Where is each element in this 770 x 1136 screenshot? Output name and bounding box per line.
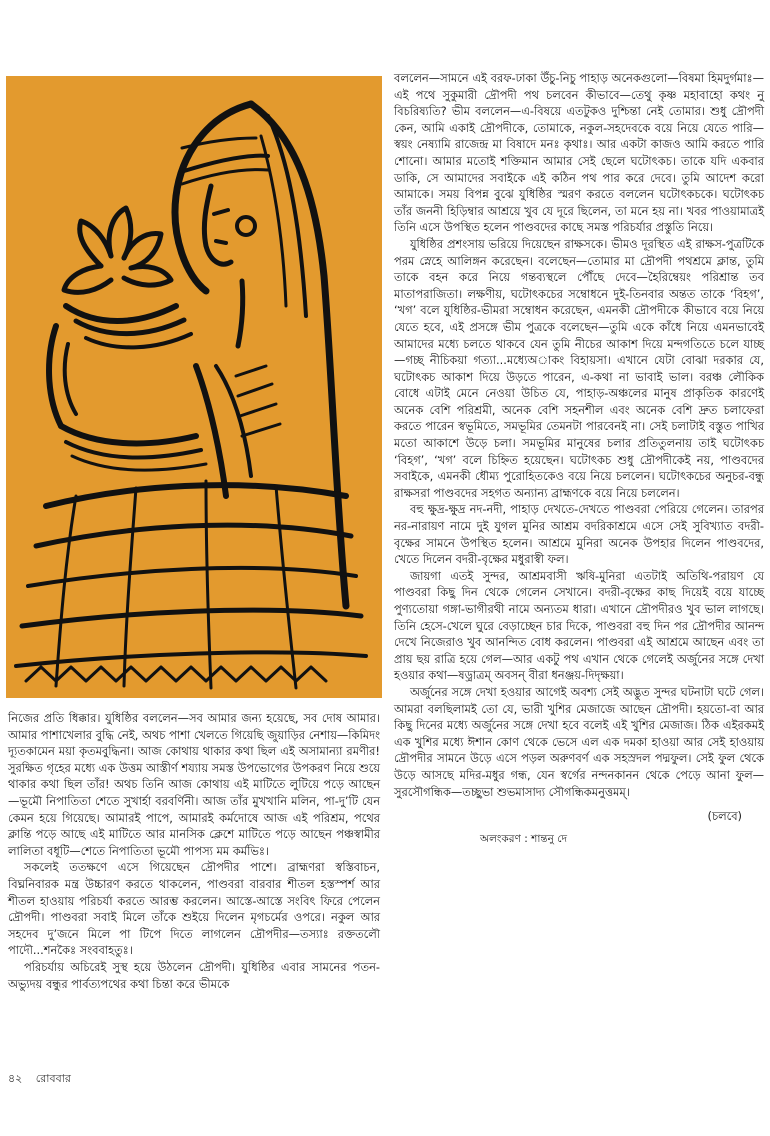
right-text-column <box>394 70 764 1060</box>
woman-with-flower-illustration-icon <box>6 76 382 698</box>
magazine-name: রোববার <box>35 1072 71 1085</box>
page-number: ৪২ <box>8 1072 23 1085</box>
right-paragraph-5: অর্জুনের সঙ্গে দেখা হওয়ার আগেই অবশ্য সেই অদ্ভুত সুন্দর ঘটনাটা ঘটে গেল। আমরা বলছিলামই তো যে, ভারী খুশির মেজাজে আছেন দ্রৌপদী। হয়তো-বা আর কিছু দিনের মধ্যে অর্জুনের সঙ্গে দেখা হবে বলেই এই খুশির মেজাজ। ঠিক এইরকমই এক খুশির মধ্যে ঈশান কোণ থেকে ভেসে এল এক দমকা হাওয়া আর সেই হাওয়ায় দ্রৌপদীর সামনে উড়ে এসে পড়ল অরুণবর্ণ এক সহস্রদল পদ্মফুল। সেই ফুল থেকে উড়ে আসছে মদির-মধুর গন্ধ, যেন স্বর্গের নন্দনকানন থেকে পেড়ে আনা ফুল—সুরসৌগন্ধিক—তচ্ছুভা শুভমাসাদ্য সৌগন্ধিকমনুত্তমম্। <box>394 684 764 799</box>
left-paragraph-2: সকলেই ততক্ষণে এসে গিয়েছেন দ্রৌপদীর পাশে। ব্রাহ্মণরা স্বস্তিবাচন, বিঘ্ননিবারক মন্ত্র উচ্চারণ করতে থাকলেন, পাণ্ডবরা বারবার শীতল হস্তস্পর্শ আর শীতল হাওয়ায় পরিচর্যা করতে আরম্ভ করলেন। আস্তে-আস্তে সংবিৎ ফিরে পেলেন দ্রৌপদী। পাণ্ডবরা সবাই মিলে তাঁকে শুইয়ে দিলেন মৃগচর্মের ওপরে। নকুল আর সহদেব দু’জনে মিলে পা টিপে দিতে লাগলেন দ্রৌপদীর—তস্যাঃ রক্ততলৌ পাদৌ...শনকৈঃ সংববাহতুঃ। <box>8 860 380 958</box>
left-paragraph-1: নিজের প্রতি ধিক্কার। যুধিষ্ঠির বললেন—সব আমার জন্য হয়েছে, সব দোষ আমার। আমার পাশাখেলার বুদ্ধি নেই, অথচ পাশা খেলতে গিয়েছি জুয়াড়ির নেশায়—কিমিদং দ্যূতকামেন ময়া কৃতমবুদ্ধিনা। আজ কোথায় থাকার কথা ছিল এই অসামান্যা রমণীর! সুরক্ষিত গৃহের মধ্যে এক উত্তম আস্তীর্ণ শয্যায় সমস্ত উপভোগের উপকরণ নিয়ে শুয়ে থাকার কথা ছিল তাঁর! অথচ তিনি আজ কোথায় এই মাটিতে লুটিয়ে পড়ে আছেন—ভূমৌ নিপাতিতা শেতে সুখার্হা বরবর্ণিনী। আজ তাঁর মুখখানি মলিন, পা-দু’টি যেন কেমন হয়ে গিয়েছে। আমারই পাপে, আমারই কর্মদোষে আজ এই পরিশ্রম, পথের ক্লান্তি পড়ে আছে এই মাটিতে আর মানসিক ক্লেশে মাটিতে পড়ে আছেন পঞ্চস্বামীর লালিতা বধূটি—শেতে নিপাতিতা ভূমৌ পাপস্য মম কর্মভিঃ। <box>8 711 380 858</box>
left-text-column <box>8 710 380 1065</box>
right-paragraph-1: বললেন—সামনে এই বরফ-ঢাকা উঁচু-নিচু পাহাড় অনেকগুলো—বিষমা হিমদুর্গমাঃ—এই পথে সুকুমারী দ্রৌপদী পথ চলবেন কীভাবে—তেথু কৃষ্ণ মহাবাহো কথং নু বিচরিষ্যতি? ভীম বললেন—এ-বিষয়ে এতটুকও দুশ্চিন্তা নেই তোমার। শুধু দ্রৌপদী কেন, আমি একাই দ্রৌপদীকে, তোমাকে, নকুল-সহদেবকে বয়ে নিয়ে যেতে পারি—স্বয়ং নেষ্যামি রাজেন্দ্র মা বিষাদে মনঃ কৃথাঃ। আর একটা কাজও আমি করতে পারি শোনো। আমার মতোই শক্তিমান আমার সেই ছেলে ঘটোৎকচ। তাকে যদি একবার ডাকি, সে আমাদের সবাইকে এই কঠিন পথ পার করে দেবে। তুমি আদেশ করো আমাকে। সময় বিপন্ন বুঝে যুধিষ্ঠির স্মরণ করতে বললেন ঘটোৎকচকে। ঘটোৎকচ তাঁর জননী হিড়িম্বার আশ্রয়ে খুব যে দূরে ছিলেন, তা মনে হয় না। খবর পাওয়ামাত্রই তিনি এসে উপস্থিত হলেন পাণ্ডবদের কাছে সমস্ত পরিচর্যার প্রস্তুতি নিয়ে। <box>394 71 764 235</box>
illustration-panel <box>6 76 382 698</box>
left-paragraph-3: পরিচর্যায় অচিরেই সুস্থ হয়ে উঠলেন দ্রৌপদী। যুধিষ্ঠির এবার সামনের পতন-অভ্যুদয় বন্ধুর পার্বত্যপথের কথা চিন্তা করে ভীমকে <box>8 959 380 991</box>
right-paragraph-4: জায়গা এতই সুন্দর, আশ্রমবাসী ঋষি-মুনিরা এতটাই অতিথি-পরায়ণ যে পাণ্ডবরা কিছু দিন থেকে গেলেন সেখানে। বদরী-বৃক্ষের কাছ দিয়েই বয়ে যাচ্ছে পুণ্যতোয়া গঙ্গা-ভাগীরথী নামে অন্যতম ধারা। এখানে দ্রৌপদীরও খুব ভাল লাগছে। তিনি হেসে-খেলে ঘুরে বেড়াচ্ছেন চার দিকে, পাণ্ডবরা বহু দিন পর দ্রৌপদীর আনন্দ দেখে নিজেরাও খুব আনন্দিত বোধ করলেন। পাণ্ডবরা এই আশ্রমে আছেন এবং তা প্রায় ছয় রাত্রি হয়ে গেল—আর একটু পথ এখান থেকে গেলেই অর্জুনের সঙ্গে দেখা হওয়ার কথা—ষড়্রাত্রম্ অবসন্ বীরা ধনঞ্জয়-দিদৃক্ষয়া। <box>394 568 764 683</box>
right-paragraph-3: বহু ক্ষুদ্র-ক্ষুদ্র নদ-নদী, পাহাড় দেখতে-দেখতে পাণ্ডবরা পেরিয়ে গেলেন। তারপর নর-নারায়ণ নামে দুই যুগল মুনির আশ্রম বদরিকাশ্রমে এসে সেই সুবিখ্যাত বদরী-বৃক্ষের সামনে উপস্থিত হলেন। আশ্রমে মুনিরা অনেক উপহার দিলেন পাণ্ডবদের, খেতে দিলেন বদরী-বৃক্ষের মধুরাস্বী ফল। <box>394 502 764 567</box>
page-footer <box>8 1070 71 1089</box>
to-be-continued-note: (চলবে) <box>707 809 742 824</box>
right-paragraph-2: যুধিষ্ঠির প্রশংসায় ভরিয়ে দিয়েছেন রাক্ষসকে। ভীমও দূরস্থিত এই রাক্ষস-পুত্রটিকে পরম স্নেহে আলিঙ্গন করেছেন। বলেছেন—তোমার মা দ্রৌপদী পথশ্রমে ক্লান্ত, তুমি তাকে বহন করে নিয়ে গন্তব্যস্থলে পৌঁছে দেবে—হৈরিম্বেয়ং পরিশ্রান্ত তব মাতাপরাজিতা। লক্ষণীয়, ঘটোৎকচের সম্বোধনে দুই-তিনবার অন্তত তাকে ‘বিহগ’, ‘খগ’ বলে যুধিষ্ঠির-ভীমরা সম্বোধন করেছেন, এমনকী দ্রৌপদীকে কীভাবে বয়ে নিয়ে যেতে হবে, এই প্রসঙ্গে ভীম পুত্রকে বলেছেন—তুমি একে কাঁধে নিয়ে এমনভাবেই আমাদের মধ্যে চলতে থাকবে যেন তুমি নীচের আকাশ দিয়ে মন্দগতিতে চলে যাচ্ছ—গচ্ছ নীচিকয়া গত্যা...মধ্যেঅাকং বিহায়সা। এখানে যেটা বোঝা দরকার যে, ঘটোৎকচ আকাশ দিয়ে উড়তে পারেন, এ-কথা না ভাবাই ভাল। বরঞ্চ লৌকিক বোধে এটাই মেনে নেওয়া উচিত যে, পাহাড়-অঞ্চলের মানুষ প্রাকৃতিক কারণেই অনেক বেশি পরিশ্রমী, অনেক বেশি সহনশীল এবং অনেক বেশি দ্রুত চলাফেরা করতে পারেন স্বভূমিতে, সমভূমির তেমনটা পারবেনই না। সেই চলাটাই বস্তুত পাখির মতো আকাশে উড়ে চলা। সমভূমির মানুষের চলার প্রতিতুলনায় তাই ঘটোৎকচ ‘বিহগ’, ‘খগ’ বলে চিহ্নিত হয়েছেন। ঘটোৎকচ শুধু দ্রৌপদীকেই নয়, পাণ্ডবদের সবাইকে, এমনকী ধৌম্য পুরোহিতকেও বয়ে নিয়ে চললেন। ঘটোৎকচের অনুচর-বন্ধু রাক্ষসরা পাণ্ডবদের সহগত অন্যান্য ব্রাহ্মণকে বয়ে নিয়ে চললেন। <box>394 236 764 500</box>
illustration-credit: অলংকরণ : শান্তনু দে <box>480 832 567 845</box>
